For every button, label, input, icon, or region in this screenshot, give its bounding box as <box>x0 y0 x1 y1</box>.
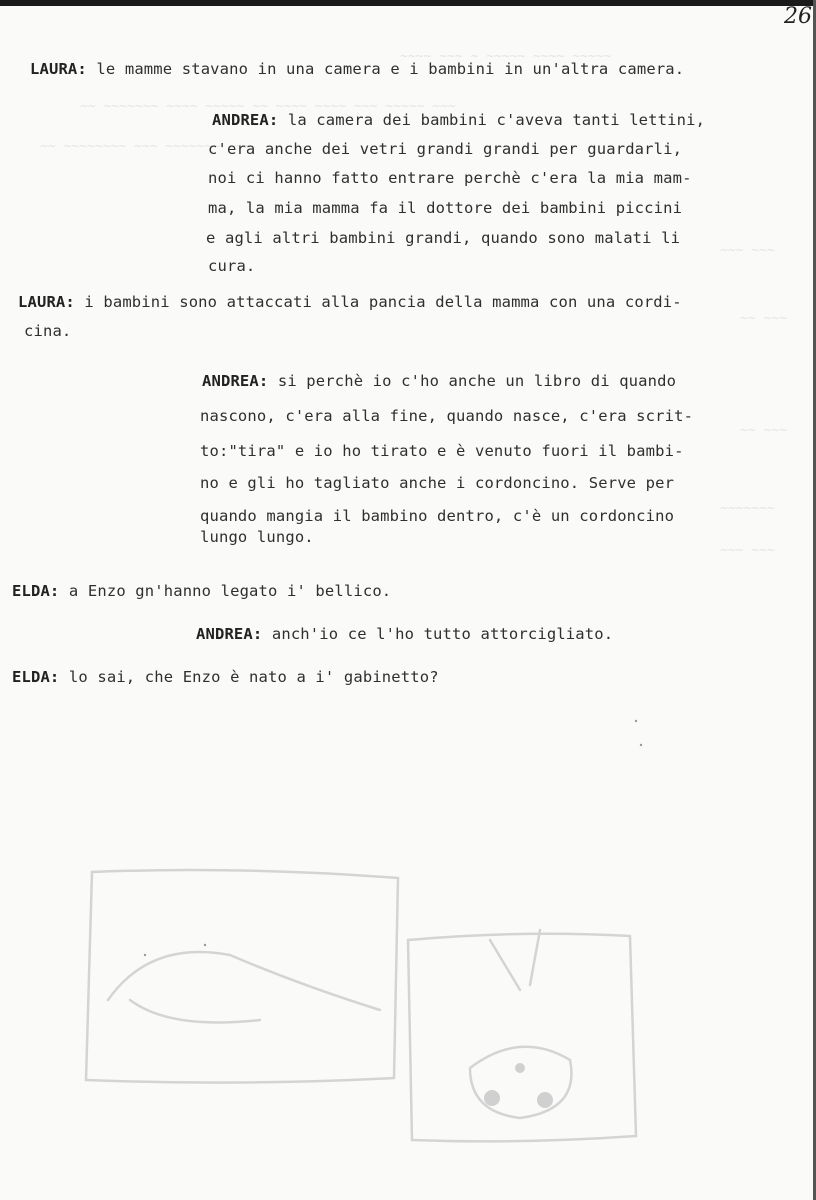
line-text: si perchè io c'ho anche un libro di quando <box>277 372 677 390</box>
line-text: lungo lungo. <box>200 528 314 546</box>
line-text: noi ci hanno fatto entrare perchè c'era la mia mam- <box>208 169 692 187</box>
line-text: quando mangia il bambino dentro, c'è un cordoncino <box>200 507 675 525</box>
line-text: cina. <box>24 322 72 340</box>
speaker-label: LAURA: <box>18 293 75 311</box>
line-text: la camera dei bambini c'aveva tanti lettini, <box>287 111 706 129</box>
line-text: c'era anche dei vetri grandi grandi per guardarli, <box>208 140 683 158</box>
line-text: anch'io ce l'ho tutto attorcigliato. <box>271 625 614 643</box>
bleed-through-texture: ~~~~ ~~~ ~ ~~~~~ ~~~~ ~~~~~ ~~ ~~~~~~~ ~~~~ ~~~~~ ~~ ~~~~ ~~~~ ~~~ ~~~~~ ~~~ ~~ ~~~~~~~~ ~~~ ~~~~~~~ ~~~ ~~~ ~~~ ~~ ~~~ ~~ ~~~ ~~~~~~~ ~~~ ~~~ <box>40 49 787 558</box>
dialogue-line <box>12 668 439 686</box>
dialogue-line <box>18 293 682 311</box>
line-text: a Enzo gn'hanno legato i' bellico. <box>68 582 392 600</box>
line-text: i bambini sono attaccati alla pancia della mamma con una cordi- <box>84 293 682 311</box>
speaker-label: ANDREA: <box>196 625 263 643</box>
dialogue-line <box>30 60 684 78</box>
page-number: 26 <box>784 4 812 29</box>
line-text: nascono, c'era alla fine, quando nasce, c'era scrit- <box>200 407 694 425</box>
speaker-label: ELDA: <box>12 668 60 686</box>
dialogue-line <box>12 582 391 600</box>
dialogue-line <box>196 625 613 643</box>
speaker-label: ANDREA: <box>212 111 279 129</box>
line-text: e agli altri bambini grandi, quando sono malati li <box>206 229 681 247</box>
line-text: to:"tira" e io ho tirato e è venuto fuori il bambi- <box>200 442 684 460</box>
scan-top-edge <box>0 0 816 6</box>
line-text: ma, la mia mamma fa il dottore dei bambini piccini <box>208 199 683 217</box>
line-text: no e gli ho tagliato anche i cordoncino. Serve per <box>200 474 675 492</box>
speaker-label: ELDA: <box>12 582 60 600</box>
speaker-label: ANDREA: <box>202 372 269 390</box>
dialogue-line <box>212 111 705 129</box>
speaker-label: LAURA: <box>30 60 87 78</box>
line-text: lo sai, che Enzo è nato a i' gabinetto? <box>68 668 439 686</box>
line-text: cura. <box>208 257 256 275</box>
line-text: le mamme stavano in una camera e i bambini in un'altra camera. <box>96 60 685 78</box>
dialogue-line <box>202 372 676 390</box>
